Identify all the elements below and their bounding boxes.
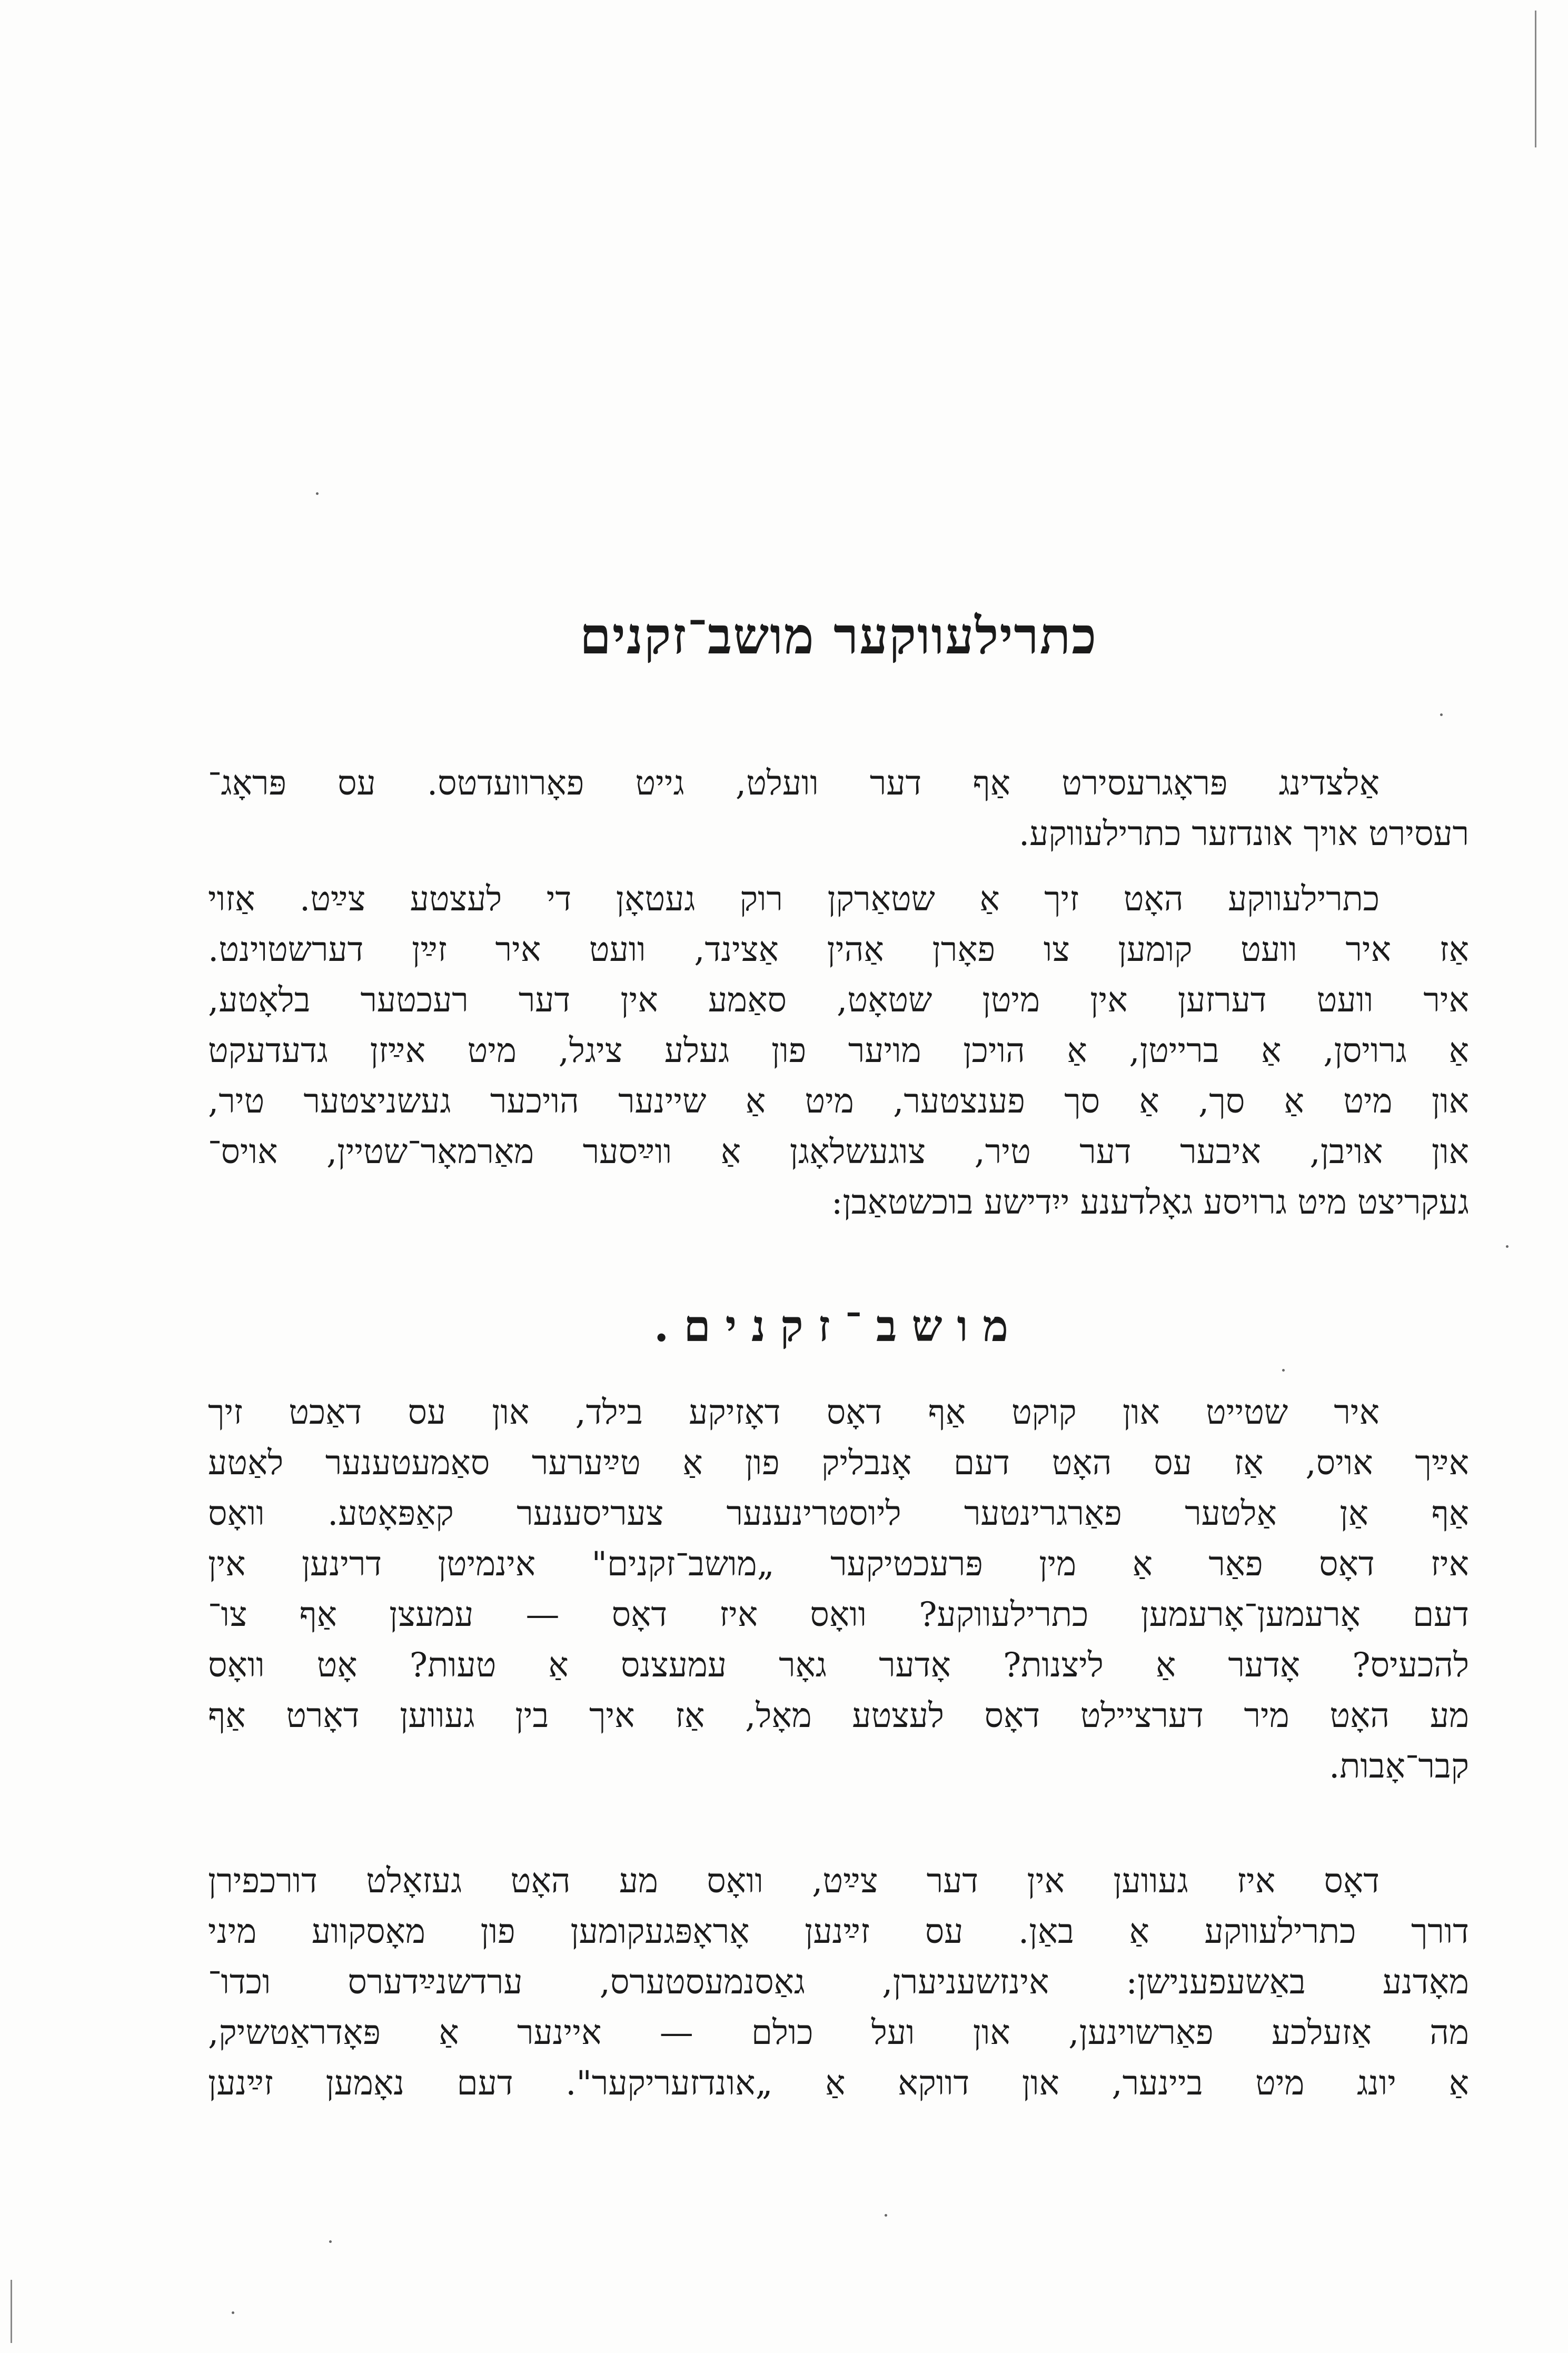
scan-speck — [316, 492, 319, 495]
text-line: כתרילעווקע האָט זיך אַ שטאַרקן רוק געטאָן די לעצטע צײַט. אַזוי — [208, 880, 1380, 919]
text-line: און אויבן, איבער דער טיר, צוגעשלאָגן אַ ווײַסער מאַרמאָר־שטיין, אויס־ — [208, 1133, 1469, 1171]
paragraph-1 — [208, 758, 1469, 859]
text-line: געקריצט מיט גרויסע גאָלדענע ייִדישע בוכשטאַבן: — [831, 1183, 1469, 1222]
text-line: מאָדנע באַשעפענישן: אינזשעניערן, גאַסנמעסטערס, ערדשנײַדערס וכדו־ — [208, 1963, 1469, 2002]
text-line: אַף אַן אַלטער פאַרגרינטער ליוסטרינענער צעריסענער קאַפּאָטע. וואָס — [208, 1494, 1469, 1533]
scan-margin-line — [1535, 11, 1536, 147]
text-line: מה אַזעלכע פאַרשוינען, און ועל כולם — איינער אַ פּאָדראַטשיק, — [208, 2013, 1469, 2052]
scan-margin-line — [11, 2280, 12, 2343]
text-line: אַז איר וועט קומען צו פאָרן אַהין אַצינד, וועט איר זײַן דערשטוינט. — [208, 930, 1469, 969]
paragraph-2 — [208, 874, 1469, 1228]
page-title: כתרילעווקער מושב־זקנים — [579, 606, 1098, 666]
text-line: להכעיס? אָדער אַ ליצנות? אָדער גאָר עמעצנס אַ טעות? אָט וואָס — [208, 1646, 1469, 1685]
scan-speck — [1506, 1245, 1509, 1248]
text-line: אַלצדינג פּראָגרעסירט אַף דער וועלט, גייט פאָרוועדטס. עס פּראָג־ — [208, 764, 1380, 803]
scan-speck — [1282, 1369, 1285, 1372]
scan-speck — [329, 2240, 332, 2243]
paragraph-3 — [208, 1387, 1469, 1792]
text-line: אַ גרויסן, אַ ברייטן, אַ הויכן מויער פון געלע ציגל, מיט אײַזן גדעדעקט — [208, 1031, 1469, 1070]
text-line: דורך כתרילעווקע אַ באַן. עס זײַנען אָראָפּגעקומען פון מאָסקווע מיני — [208, 1912, 1469, 1951]
text-line: אײַך אויס, אַז עס האָט דעם אָנבליק פון אַ טײַערער סאַמעטענער לאַטע — [208, 1444, 1469, 1483]
scan-speck — [232, 2311, 234, 2314]
text-line: איז דאָס פאַר אַ מין פּרעכטיקער „מושב־זקנים" אינמיטן דרינען אין — [208, 1545, 1469, 1584]
scan-speck — [885, 2214, 887, 2217]
section-heading: מושב־זקנים. — [653, 1301, 1024, 1352]
text-line: און מיט אַ סך, אַ סך פענצטער, מיט אַ שיינער הויכער געשניצטער טיר, — [208, 1082, 1469, 1121]
scan-speck — [1440, 713, 1443, 716]
text-line: קבר־אָבות. — [1328, 1747, 1469, 1786]
text-line: רעסירט אויך אונדזער כתרילעווקע. — [1018, 815, 1469, 853]
text-line: דעם אָרעמען־אָרעמען כתרילעווקע? וואָס איז דאָס — עמעצן אַף צו־ — [208, 1595, 1469, 1634]
paragraph-4 — [208, 1856, 1469, 2109]
text-line: איר שטייט און קוקט אַף דאָס דאָזיקע בילד, און עס דאַכט זיך — [208, 1393, 1380, 1432]
text-line: איר וועט דערזען אין מיטן שטאָט, סאַמע אין דער רעכטער בלאָטע, — [208, 981, 1469, 1020]
text-line: מע האָט מיר דערציילט דאָס לעצטע מאָל, אַז איך בין געווען דאָרט אַף — [208, 1696, 1469, 1735]
text-line: אַ יונג מיט ביינער, און דווקא אַ „אונדזעריקער". דעם נאָמען זײַנען — [208, 2064, 1469, 2103]
text-line: דאָס איז געווען אין דער צײַט, וואָס מע האָט געזאָלט דורכפירן — [208, 1862, 1380, 1901]
